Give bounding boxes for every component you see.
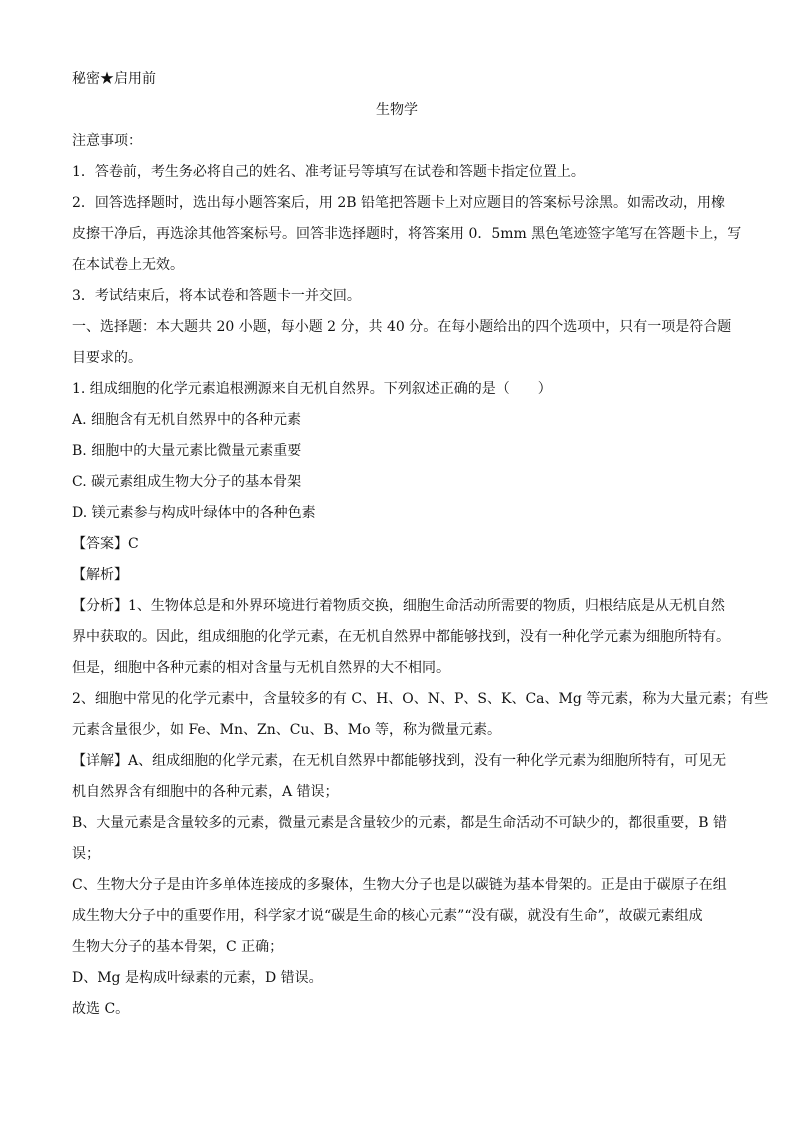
detail-line: C、生物大分子是由许多单体连接成的多聚体，生物大分子也是以碳链为基本骨架的。正是由于碳原子在组 [72,877,727,893]
question-option-b: B. 细胞中的大量元素比微量元素重要 [72,443,302,459]
question-stem: 1. 组成细胞的化学元素追根溯源来自无机自然界。下列叙述正确的是（ ） [72,381,552,397]
question-option-a: A. 细胞含有无机自然界中的各种元素 [72,412,302,428]
detail-line: 机自然界含有细胞中的各种元素，A 错误； [72,784,339,800]
detail-line: 故选 C。 [72,1001,130,1017]
detail-line: 【详解】A、组成细胞的化学元素，在无机自然界中都能够找到，没有一种化学元素为细胞所特有，可见无 [72,753,727,769]
notice-item: 1．答卷前，考生务必将自己的姓名、准考证号等填写在试卷和答题卡指定位置上。 [72,164,585,180]
notice-item: 皮擦干净后，再选涂其他答案标号。回答非选择题时，将答案用 0．5mm 黑色笔迹签字笔写在答题卡上，写 [72,226,742,242]
notice-item: 2．回答选择题时，选出每小题答案后，用 2B 铅笔把答题卡上对应题目的答案标号涂黑。如需改动，用橡 [72,195,726,211]
detail-line: B、大量元素是含量较多的元素，微量元素是含量较少的元素，都是生命活动不可缺少的，都很重要，B 错 [72,815,728,831]
analysis-line: 元素含量很少，如 Fe、Mn、Zn、Cu、B、Mo 等，称为微量元素。 [72,722,502,738]
notice-item: 在本试卷上无效。 [72,257,184,273]
detail-line: 生物大分子的基本骨架，C 正确； [72,939,284,955]
notice-heading: 注意事项： [72,133,142,149]
answer-label: 【答案】C [72,536,139,552]
analysis-line: 2、细胞中常见的化学元素中，含量较多的有 C、H、O、N、P、S、K、Ca、Mg 等元素，称为大量元素；有些 [72,691,769,707]
section-heading: 一、选择题：本大题共 20 小题，每小题 2 分，共 40 分。在每小题给出的四个选项中，只有一项是符合题 [72,319,732,335]
analysis-line: 【分析】1、生物体总是和外界环境进行着物质交换，细胞生命活动所需要的物质，归根结底是从无机自然 [72,598,725,614]
document-page [72,64,769,1025]
analysis-line: 但是，细胞中各种元素的相对含量与无机自然界的大不相同。 [72,660,450,676]
analysis-line: 界中获取的。因此，组成细胞的化学元素，在无机自然界中都能够找到，没有一种化学元素为细胞所特有。 [72,629,730,645]
detail-line: D、Mg 是构成叶绿素的元素，D 错误。 [72,970,323,986]
secret-label: 秘密★启用前 [72,71,156,87]
section-heading-cont: 目要求的。 [72,350,142,366]
page-title: 生物学 [376,102,418,118]
notice-item: 3．考试结束后，将本试卷和答题卡一并交回。 [72,288,361,304]
question-option-c: C. 碳元素组成生物大分子的基本骨架 [72,474,302,490]
analysis-label: 【解析】 [72,567,128,583]
question-option-d: D. 镁元素参与构成叶绿体中的各种色素 [72,505,316,521]
detail-line: 成生物大分子中的重要作用，科学家才说“碳是生命的核心元素”“没有碳，就没有生命”，故碳元素组成 [72,908,703,924]
detail-line: 误； [72,846,100,862]
